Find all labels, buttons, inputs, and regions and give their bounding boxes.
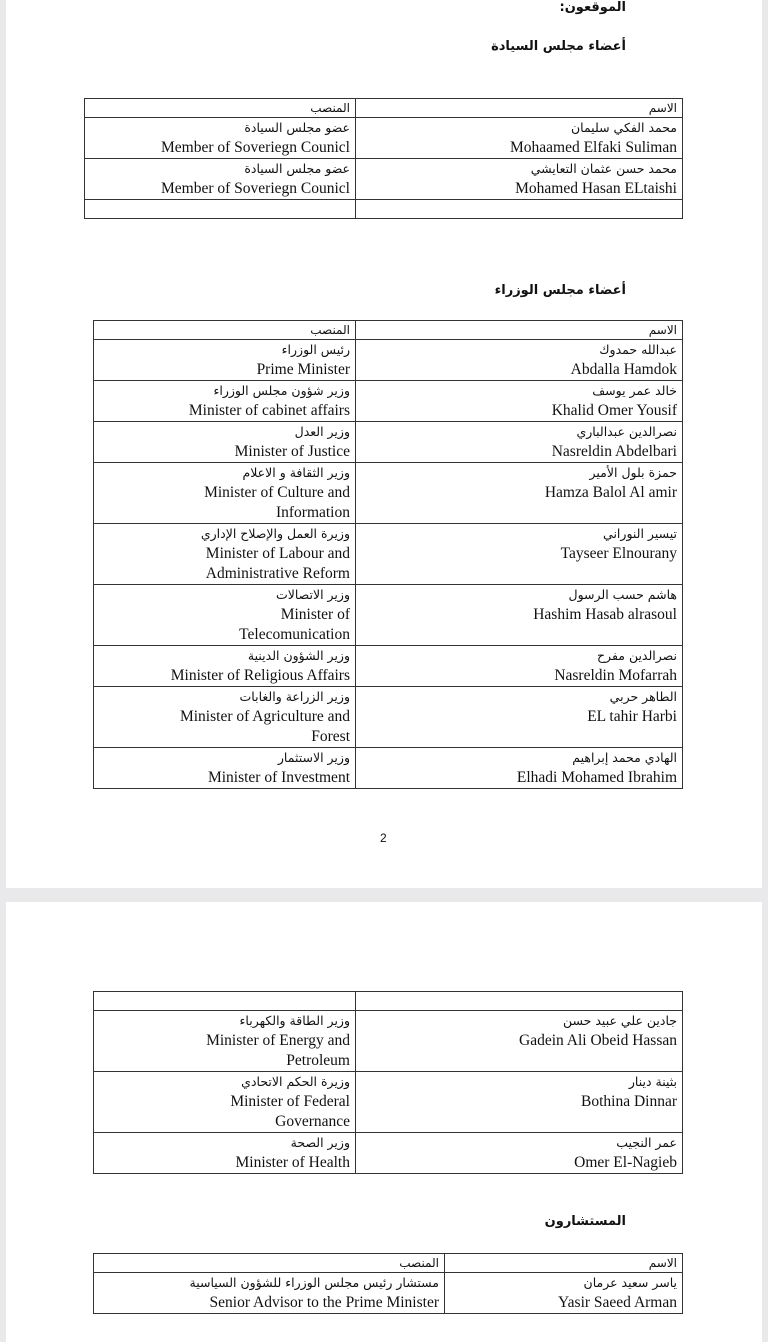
name-cell: [356, 118, 683, 159]
position-arabic: وزيرة العمل والإصلاح الإداري: [200, 526, 350, 541]
position-arabic: وزير الثقافة و الاعلام: [242, 465, 350, 480]
table-row: [94, 463, 683, 524]
name-header-cell: [356, 321, 683, 340]
table-header-row: [85, 99, 683, 118]
position-english: Minister of cabinet affairs: [188, 402, 350, 419]
name-header: الاسم: [648, 1256, 677, 1270]
name-arabic: عبدالله حمدوك: [599, 342, 677, 357]
name-cell: [356, 159, 683, 200]
name-english: Mohamed Hasan ELtaishi: [515, 180, 677, 197]
empty-header-row: [94, 992, 683, 1011]
position-english: Forest: [311, 728, 350, 745]
name-cell: [356, 340, 683, 381]
position-english: Minister of Health: [235, 1154, 350, 1171]
position-cell: [85, 118, 356, 159]
position-arabic: وزير الطاقة والكهرباء: [239, 1013, 350, 1028]
position-header-cell: [94, 1254, 445, 1273]
position-cell: [94, 1273, 445, 1314]
name-cell: [356, 1133, 683, 1174]
position-english: Minister of Labour and: [205, 545, 350, 562]
name-arabic: بثينة دينار: [628, 1074, 677, 1089]
council-of-ministers-heading: أعضاء مجلس الوزراء: [494, 283, 626, 298]
name-english: Khalid Omer Yousif: [551, 402, 677, 419]
position-cell: [94, 687, 356, 748]
table-row: [94, 1011, 683, 1072]
position-english: Member of Soveriegn Counicl: [161, 180, 350, 197]
position-arabic: وزير الاستثمار: [277, 750, 350, 765]
position-cell: [94, 422, 356, 463]
position-english: Minister of Federal: [230, 1093, 350, 1110]
name-arabic: خالد عمر يوسف: [592, 383, 677, 398]
name-english: Omer El-Nagieb: [574, 1154, 677, 1171]
name-cell: [356, 463, 683, 524]
name-english: Nasreldin Abdelbari: [551, 443, 677, 460]
name-cell: [445, 1273, 683, 1314]
name-header: الاسم: [648, 323, 677, 337]
name-arabic: نصرالدين مفرح: [596, 648, 677, 663]
position-english: Administrative Reform: [205, 565, 350, 582]
position-arabic: وزيرة الحكم الاتحادي: [241, 1074, 350, 1089]
document-page-1: [6, 0, 762, 888]
name-arabic: عمر النجيب: [616, 1135, 677, 1150]
name-arabic: الطاهر حربي: [609, 689, 677, 704]
table-row: [94, 524, 683, 585]
position-header: المنصب: [310, 323, 350, 337]
name-arabic: تيسير النوراني: [603, 526, 677, 541]
name-english: Nasreldin Mofarrah: [554, 667, 677, 684]
advisors-table: [93, 1253, 683, 1314]
position-english: Minister of Investment: [207, 769, 350, 786]
position-english: Minister of Energy and: [206, 1032, 350, 1049]
name-cell: [356, 524, 683, 585]
name-arabic: محمد الفكي سليمان: [570, 120, 677, 135]
name-english: Elhadi Mohamed Ibrahim: [516, 769, 677, 786]
name-english: EL tahir Harbi: [587, 708, 677, 725]
position-cell: [94, 585, 356, 646]
position-arabic: عضو مجلس السيادة: [244, 161, 350, 176]
table-row: [94, 1072, 683, 1133]
table-row: [94, 381, 683, 422]
table-row: [85, 118, 683, 159]
position-cell: [94, 1133, 356, 1174]
name-arabic: نصرالدين عبدالباري: [576, 424, 677, 439]
position-english: Telecomunication: [239, 626, 350, 643]
position-cell: [94, 1011, 356, 1072]
position-english: Senior Advisor to the Prime Minister: [209, 1294, 439, 1311]
position-english: Information: [275, 504, 350, 521]
position-header-cell: [94, 321, 356, 340]
council-of-ministers-continued-table: [93, 991, 683, 1174]
position-arabic: وزير الاتصالات: [275, 587, 350, 602]
name-header-cell: [356, 99, 683, 118]
name-english: Gadein Ali Obeid Hassan: [519, 1032, 677, 1049]
name-cell: [356, 1072, 683, 1133]
table-row: [94, 1273, 683, 1314]
advisors-heading: المستشارون: [544, 1214, 626, 1229]
position-header: المنصب: [399, 1256, 439, 1270]
position-arabic: رئيس الوزراء: [281, 342, 350, 357]
sovereign-council-heading: أعضاء مجلس السيادة: [491, 39, 626, 54]
name-header-cell: [445, 1254, 683, 1273]
name-cell: [356, 585, 683, 646]
position-header-cell: [85, 99, 356, 118]
name-cell: [356, 646, 683, 687]
position-arabic: وزير الشؤون الدينية: [247, 648, 350, 663]
name-cell: [356, 687, 683, 748]
position-cell: [94, 524, 356, 585]
name-english: Yasir Saeed Arman: [558, 1294, 677, 1311]
position-arabic: عضو مجلس السيادة: [244, 120, 350, 135]
document-page-2: [6, 902, 762, 1342]
position-english: Minister of Agriculture and: [179, 708, 350, 725]
table-header-row: [94, 321, 683, 340]
page-number: 2: [380, 831, 387, 845]
table-row: [94, 646, 683, 687]
position-arabic: وزير الزراعة والغابات: [239, 689, 350, 704]
position-cell: [94, 381, 356, 422]
table-row: [94, 585, 683, 646]
name-english: Abdalla Hamdok: [570, 361, 677, 378]
table-row: [94, 687, 683, 748]
signatories-heading: الموقعون:: [559, 0, 626, 15]
name-english: Bothina Dinnar: [581, 1093, 677, 1110]
position-cell: [94, 463, 356, 524]
position-english: Governance: [275, 1113, 350, 1130]
name-arabic: محمد حسن عثمان التعايشي: [530, 161, 677, 176]
name-arabic: حمزة بلول الأمير: [589, 465, 677, 480]
table-header-row: [94, 1254, 683, 1273]
position-english: Minister of Justice: [234, 443, 350, 460]
position-arabic: مستشار رئيس مجلس الوزراء للشؤون السياسية: [189, 1275, 439, 1290]
position-english: Minister of Religious Affairs: [170, 667, 350, 684]
sovereign-council-table: [84, 98, 683, 219]
position-english: Minister of Culture and: [204, 484, 350, 501]
name-cell: [356, 422, 683, 463]
council-of-ministers-table: [93, 320, 683, 789]
position-cell: [94, 646, 356, 687]
position-arabic: وزير شؤون مجلس الوزراء: [213, 383, 350, 398]
position-english: Member of Soveriegn Counicl: [161, 139, 350, 156]
name-arabic: ياسر سعيد عرمان: [583, 1275, 677, 1290]
name-arabic: جادين علي عبيد حسن: [563, 1013, 677, 1028]
position-arabic: وزير العدل: [294, 424, 350, 439]
name-arabic: هاشم حسب الرسول: [568, 587, 677, 602]
name-english: Mohaamed Elfaki Suliman: [509, 139, 677, 156]
position-arabic: وزير الصحة: [290, 1135, 350, 1150]
name-english: Hashim Hasab alrasoul: [533, 606, 677, 623]
position-cell: [94, 748, 356, 789]
position-cell: [94, 1072, 356, 1133]
name-cell: [356, 381, 683, 422]
position-english: Prime Minister: [256, 361, 350, 378]
table-row: [94, 422, 683, 463]
table-row: [94, 1133, 683, 1174]
empty-row: [85, 200, 683, 219]
position-cell: [94, 340, 356, 381]
position-header: المنصب: [310, 101, 350, 115]
table-row: [85, 159, 683, 200]
name-header: الاسم: [648, 101, 677, 115]
position-english: Minister of: [280, 606, 350, 623]
name-cell: [356, 748, 683, 789]
table-row: [94, 748, 683, 789]
name-english: Tayseer Elnourany: [560, 545, 677, 562]
position-english: Petroleum: [286, 1052, 350, 1069]
position-cell: [85, 159, 356, 200]
name-arabic: الهادي محمد إبراهيم: [572, 750, 677, 765]
name-cell: [356, 1011, 683, 1072]
name-english: Hamza Balol Al amir: [544, 484, 677, 501]
table-row: [94, 340, 683, 381]
